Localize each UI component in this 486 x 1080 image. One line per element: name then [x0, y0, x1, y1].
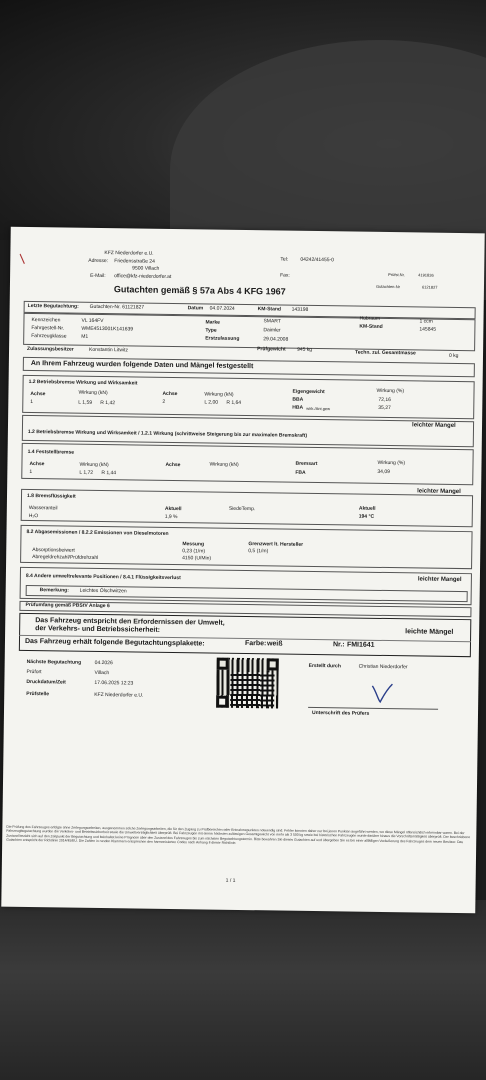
druck-label: Druckdatum/Zeit: [26, 678, 66, 686]
abs-grenz: 0,5 (1/m): [248, 548, 269, 555]
kennzeichen-label: Kennzeichen: [31, 317, 61, 324]
brake1-row1-left: L 1,59: [78, 399, 93, 406]
brake2-mangel: leichter Mangel: [411, 422, 456, 429]
address-city: 9500 Villach: [132, 265, 160, 272]
h2o-value: 1,9 %: [164, 513, 178, 521]
farbe-label: Farbe:: [244, 640, 267, 648]
inspection-report-document: [1, 227, 484, 914]
pruef-nr: 4191836: [418, 272, 434, 278]
erstellt-value: Christian Niederdorfer: [358, 663, 408, 671]
grenz-label: Grenzwert lt. Hersteller: [248, 541, 304, 548]
last-gutachten: Gutachten-Nr. 61121827: [89, 303, 145, 311]
fgst: WME4513001K141639: [81, 325, 134, 333]
brake1-heading: 1.2 Betriebsbremse Wirkung und Wirksamkeit: [28, 378, 138, 387]
brake1-wirkung2-label: Wirkung (kN): [204, 391, 234, 398]
hubraum: 1 ccm: [419, 318, 433, 325]
brake1-achse-label: Achse: [30, 391, 46, 398]
marke-label: Marke: [205, 319, 220, 326]
eigen-label: Eigengewicht: [292, 388, 325, 396]
fluidloss-heading: 8.4 Andere umweltrelevante Positionen / 8.4.1 Flüssigkeitsverlust: [25, 572, 181, 582]
last-datum: 04.07.2024: [209, 305, 235, 312]
zul-label: Zulassungsbesitzer: [27, 345, 74, 353]
brake3-right: R 1,44: [101, 470, 117, 477]
naechste-label: Nächste Begutachtung: [26, 658, 82, 666]
fba-value: 34,09: [377, 468, 390, 476]
fax-label: Fax:: [280, 272, 290, 279]
result-mangel: leichte Mängel: [405, 628, 454, 636]
hba-note: wirk./Ant.gew: [306, 405, 331, 412]
farbe-value: weiß: [266, 640, 283, 648]
page-number: 1 / 1: [225, 877, 236, 884]
brake2-heading: 1.2 Betriebsbremse Wirkung und Wirksamkeit / 1.2.1 Wirkung (schrittweise Steigerung bis zur maximalen Bremskraft): [27, 428, 308, 439]
brake1-row1-axle: 1: [30, 399, 34, 406]
car-seat-bottom: [0, 900, 486, 1080]
km-stand-label: KM-Stand: [359, 323, 383, 330]
erstellt-label: Erstellt durch: [308, 662, 341, 670]
hba-value: 35,27: [378, 404, 391, 412]
km-label: KM-Stand: [257, 306, 282, 313]
fluid-aktuell2-label: Aktuell: [358, 505, 376, 512]
tel-label: Tel:: [280, 256, 289, 263]
brake3-heading: 1.4 Feststellbremse: [27, 448, 75, 456]
bba-label: BBA: [292, 396, 304, 403]
company-email: office@kfz-niederdorfer.at: [114, 273, 172, 280]
pruefumfang-text: Prüfumfang gemäß PBStV Anlage 6: [25, 601, 110, 610]
plakette-label: Das Fahrzeug erhält folgende Begutachtungsplakette:: [24, 637, 205, 648]
company-name: KFZ Niederdorfer e.U.: [104, 250, 154, 257]
email-label: E-Mail:: [90, 272, 106, 280]
address-street: Friedensstraße 24: [114, 258, 155, 265]
type: Daimler: [263, 327, 281, 334]
qr-code-corner: [216, 696, 228, 708]
erst-label: Erstzulassung: [205, 335, 240, 342]
abs-value: 0,23 (1/m): [182, 548, 206, 555]
bemerkung-label: Bemerkung:: [39, 587, 69, 594]
signature: [354, 662, 415, 708]
brake3-left: L 1,72: [79, 469, 94, 476]
brake3-achse2-label: Achse: [165, 461, 181, 469]
last-km: 143198: [291, 306, 309, 313]
kennzeichen: VL 164FV: [81, 317, 104, 325]
pruefort-label: Prüfort: [26, 668, 42, 676]
brake1-row1-right: R 1,42: [100, 399, 116, 407]
legal-footer: Die Prüfung des Fahrzeuges erfolgte ohne Zerlegungsarbeiten, ausgenommen solche Zerlegungsarbeiten, die für den Zugang zu Prüfbereichen oder Entnahmepunkten notwendig sind. Fehler konnten daher nur bei jenen Punkten angeführt werden, wo diese Mängel offensichtlich erkennbar waren. Bei der Fahrzeugbegutachtung wurden die Verkehrs- und Betriebssicherheit sowie die Umweltverträglichkeit überprüft. Bei Fahrzeugen mit einem höchsten zulässigen Gesamtgewicht von mehr als 3 500 kg sowie bei historischen Fahrzeugen wurde darüber hinaus die Vorschriftsmäßigkeit überprüft. Der beschriebene Zustand bezieht sich auf den Zeitpunkt der Begutachtung und beinhaltet keine Prognose über den Zustand des Fahrzeuges bis zum nächsten Begutachtungstermin. Bitte bewahren Sie dieses Gutachten auf und übergeben Sie es bei einer allfälligen Veräußerung des Fahrzeuges dem neuen Besitzer. Das Gutachten entspricht der Richtlinie 2014/45/EU. Die Zahlen in runden Klammern entsprechen den harmonisierten Codes nach Anhang II dieser Richtlinie.: [6, 824, 471, 846]
klasse-label: Fahrzeugklasse: [31, 333, 67, 340]
gutachten-nr-label: Gutachten-Nr: [375, 283, 401, 290]
pruefort-value: Villach: [94, 669, 110, 677]
emission-heading: 8.2 Abgasemissionen / 8.2.2 Emissionen von Dieselmotoren: [26, 528, 169, 537]
klasse: M1: [81, 333, 89, 340]
gewicht: 945 kg: [297, 346, 313, 353]
hba-label: HBA: [292, 404, 304, 411]
type-label: Type: [205, 327, 217, 334]
result-line2: der Verkehrs- und Betriebssicherheit:: [35, 625, 161, 634]
document-title: Gutachten gemäß § 57a Abs 4 KFG 1967: [113, 284, 286, 297]
address-label: Adresse:: [88, 257, 109, 265]
brake3-wirkung-label: Wirkung (kN): [79, 461, 109, 469]
signature-stroke: [370, 682, 394, 704]
brake1-row2-left: L 2,00: [204, 399, 219, 406]
zul: Konstantin Litwitz: [89, 346, 129, 354]
erst: 29.04.2008: [263, 336, 289, 343]
company-tel: 04242/41455-0: [300, 256, 335, 264]
unterschrift-label: Unterschrift des Prüfers: [311, 709, 370, 717]
qr-code-modules: [230, 672, 274, 707]
abs-label: Absorptionsbeiwert: [32, 547, 75, 554]
fluid-heading: 1.8 Bremsflüssigkeit: [26, 492, 76, 500]
techn: 0 kg: [448, 352, 459, 359]
brake3-wirkung2-label: Wirkung (kN): [209, 461, 239, 468]
fluidloss-mangel: leichter Mangel: [417, 576, 462, 584]
brake1-row2-axle: 2: [162, 398, 166, 405]
result-line1: Das Fahrzeug entspricht den Erfordernissen der Umwelt,: [35, 617, 225, 627]
siede-label: SiedeTemp.: [228, 505, 256, 513]
nr-label: Nr.:: [332, 641, 345, 649]
gewicht-label: Prüfgewicht: [257, 346, 286, 353]
letzte-label: Letzte Begutachtung:: [27, 302, 79, 310]
brake3-achse-label: Achse: [29, 461, 45, 468]
km-stand: 145845: [419, 326, 437, 333]
brake3-axle: 1: [29, 469, 33, 476]
fba-label: FBA: [295, 469, 306, 476]
marke: SMART: [263, 318, 281, 325]
gutachten-nr: 6121827: [421, 284, 438, 290]
siede-temp: 194 °C: [358, 513, 375, 520]
brake1-wirkung-label: Wirkung (kN): [78, 389, 108, 397]
pen-mark: /: [15, 251, 29, 267]
bba-value: 72,16: [378, 396, 391, 404]
brake1-achse2-label: Achse: [162, 390, 178, 398]
bemerkung-text: Leichtes Ölschwitzen: [79, 587, 127, 595]
bremsart-label: Bremsart: [295, 460, 318, 468]
pruef-nr-label: Prüfst.Nr.: [388, 271, 405, 278]
hubraum-label: Hubraum: [359, 315, 381, 322]
fgst-label: Fahrgestell-Nr.: [31, 325, 65, 332]
pruefstelle-value: KFZ Niederdorfer e.U.: [94, 691, 144, 699]
brake3-wirk-pct-label: Wirkung (%): [377, 459, 406, 467]
banner-text: An Ihrem Fahrzeug wurden folgende Daten und Mängel festgestellt: [30, 360, 254, 371]
h2o-label: H₂O: [28, 513, 39, 520]
messung-label: Messung: [182, 541, 205, 548]
pruefstelle-label: Prüfstelle: [26, 690, 50, 698]
datum-label: Datum: [187, 305, 204, 312]
wirk-pct-label: Wirkung (%): [376, 387, 405, 395]
brake1-row2-right: R 1,64: [226, 399, 242, 406]
naechste-value: 04.2026: [94, 659, 113, 667]
druck-value: 17.06.2025 12:23: [94, 679, 134, 687]
brake3-mangel: leichter Mangel: [417, 488, 461, 496]
drehzahl-label: Abregeldrehzahl/Prüfdrehzahl: [32, 554, 99, 561]
techn-label: Techn. zul. Gesamtmasse: [355, 349, 416, 357]
drehzahl-value: 4150 (U/Min): [182, 555, 212, 562]
nr-value: FMI1641: [346, 641, 375, 649]
fluid-aktuell-label: Aktuell: [164, 505, 182, 513]
wasser-label: Wasseranteil: [28, 505, 58, 512]
